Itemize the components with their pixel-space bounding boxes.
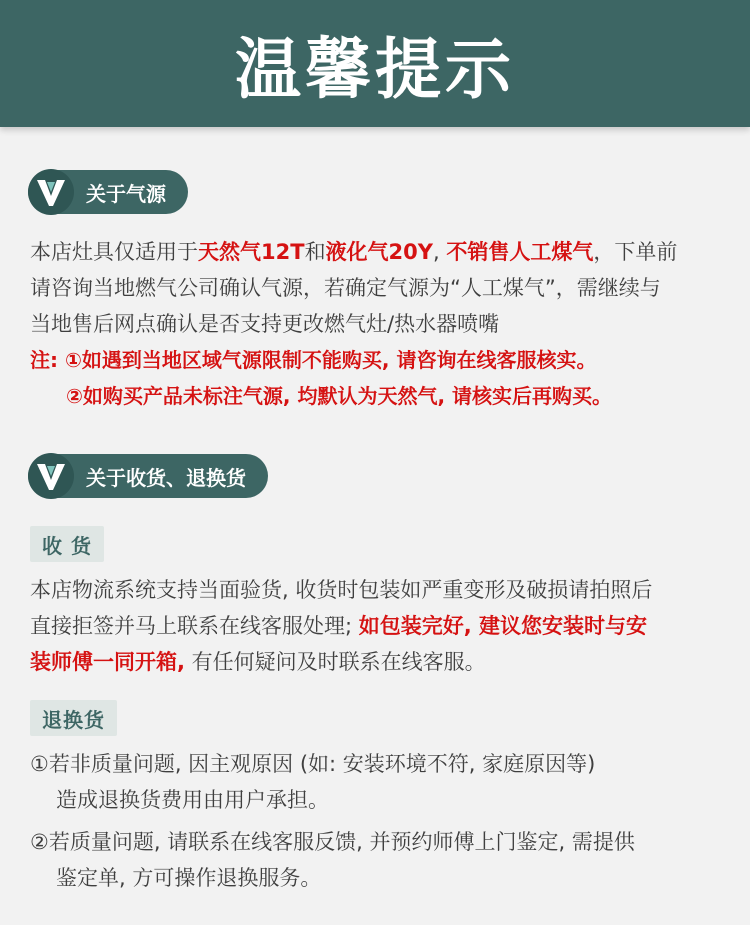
text-segment: 本店灶具仅适用于 bbox=[30, 240, 198, 264]
header-banner bbox=[0, 0, 750, 127]
return-item-2 bbox=[30, 824, 730, 896]
receive-tag: 收 货 bbox=[30, 526, 104, 562]
gas-paragraph bbox=[30, 234, 720, 342]
v-logo-icon bbox=[26, 167, 76, 217]
section-gas-header bbox=[28, 170, 188, 214]
highlight-no-sale: 不销售人工煤气 bbox=[446, 240, 594, 264]
item-line: ②若质量问题, 请联系在线客服反馈, 并预约师傅上门鉴定, 需提供 bbox=[30, 830, 635, 854]
text-segment: , bbox=[433, 240, 440, 264]
highlight-open-box: 如包装完好, 建议您安装时与安 bbox=[358, 614, 648, 638]
section-title: 关于气源 bbox=[86, 181, 166, 206]
v-logo-icon bbox=[26, 451, 76, 501]
section-title: 关于收货、退换货 bbox=[86, 465, 246, 490]
page-title: 温馨提示 bbox=[235, 31, 515, 108]
note-line: ②如购买产品未标注气源, 均默认为天然气, 请核实后再购买。 bbox=[66, 384, 613, 408]
text-segment: ，下单前 bbox=[593, 240, 678, 264]
item-line: ①若非质量问题, 因主观原因 (如: 安装环境不符, 家庭原因等) bbox=[30, 752, 596, 776]
highlight-open-box: 装师傅一同开箱, bbox=[30, 650, 185, 674]
text-segment: 当地售后网点确认是否支持更改燃气灶/热水器喷嘴 bbox=[30, 312, 500, 336]
note-line: 注: ①如遇到当地区域气源限制不能购买, 请咨询在线客服核实。 bbox=[30, 348, 597, 372]
item-line: 造成退换货费用由用户承担。 bbox=[56, 788, 329, 812]
return-tag: 退换货 bbox=[30, 700, 117, 736]
text-segment: 请咨询当地燃气公司确认气源，若确定气源为“人工煤气”，需继续与 bbox=[30, 276, 661, 300]
highlight-natural-gas: 天然气12T bbox=[198, 240, 305, 264]
receive-paragraph bbox=[30, 572, 720, 680]
text-segment: 和 bbox=[304, 240, 326, 264]
text-segment: 本店物流系统支持当面验货, 收货时包装如严重变形及破损请拍照后 bbox=[30, 578, 653, 602]
gas-note bbox=[30, 342, 730, 414]
highlight-lpg: 液化气20Y bbox=[325, 240, 433, 264]
text-segment: 直接拒签并马上联系在线客服处理; bbox=[30, 614, 359, 638]
item-line: 鉴定单, 方可操作退换服务。 bbox=[56, 866, 322, 890]
return-item-1 bbox=[30, 746, 730, 818]
section-delivery-header bbox=[28, 454, 268, 498]
text-segment: 有任何疑问及时联系在线客服。 bbox=[184, 650, 486, 674]
